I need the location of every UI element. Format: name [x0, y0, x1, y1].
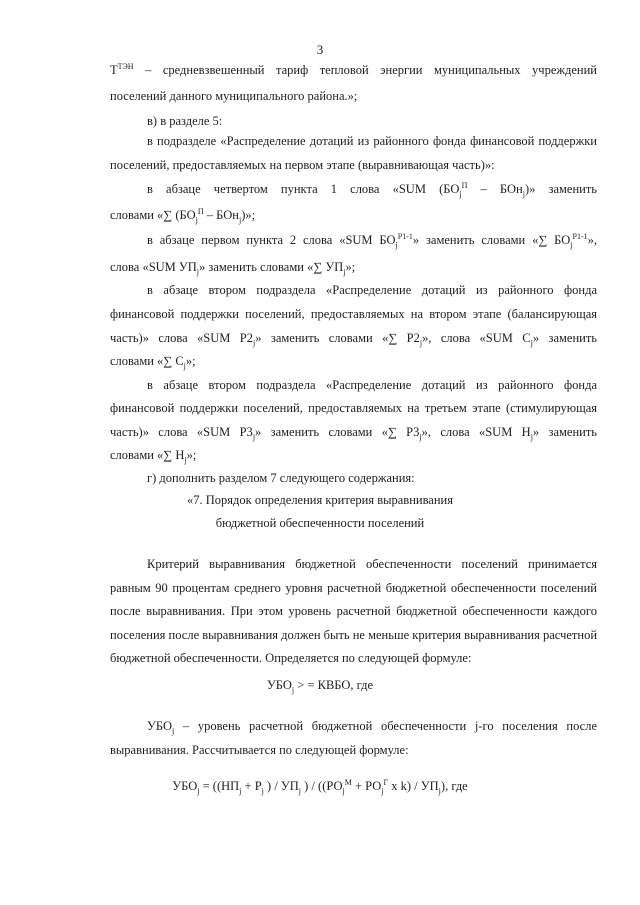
- text-line: $УБО_j = ((НП_j + Р_j$ ) / $УП_j$ ) / (($РО_j^М + РО_j^Г$ х $k) / УП_j$), где: [172, 777, 468, 796]
- text-line: словами «∑ $С_j$»;: [110, 354, 196, 371]
- text-line: поселений, предоставляемых на первом этапе (выравнивающая часть)»:: [110, 158, 495, 172]
- text-line: после выравнивания. При этом уровень расчетной бюджетной обеспеченности каждого: [110, 604, 597, 618]
- text-line: г) дополнить разделом 7 следующего содержания:: [147, 471, 415, 485]
- text-line: в абзаце четвертом пункта 1 слова «SUM $(БО_j^П - БОн_j)$» заменить: [147, 180, 598, 199]
- text-line: часть)» слова «SUM $Р2_j$» заменить словами «∑ $Р2_j$», слова «SUM $С_j$» заменить: [110, 331, 597, 348]
- text-line: словами «∑ $(БО_j^П - БОн_j)$»;: [110, 206, 256, 225]
- text-line: $УБО_j$ – уровень расчетной бюджетной обеспеченности j-го поселения после: [147, 719, 597, 736]
- text-line: $УБО_j$ > = КВБО, где: [266, 678, 374, 695]
- text-line: «7. Порядок определения критерия выравнивания: [187, 493, 453, 507]
- text-line: финансовой поддержки поселений, предоставляемых на втором этапе (балансирующая: [110, 307, 597, 321]
- text-line: часть)» слова «SUM $Р3_j$» заменить словами «∑ $Р3_j$», слова «SUM $Н_j$» заменить: [110, 425, 597, 442]
- text-line: Критерий выравнивания бюджетной обеспеченности поселений принимается: [147, 557, 597, 571]
- text-line: слова «SUM $УП_j$» заменить словами «∑ $УП_j$»;: [110, 260, 356, 277]
- page-number: 3: [316, 42, 324, 57]
- text-line: финансовой поддержки поселений, предоставляемых на третьем этапе (стимулирующая: [110, 401, 597, 415]
- text-line: в абзаце втором подраздела «Распределение дотаций из районного фонда: [147, 378, 597, 392]
- text-line: поселения после выравнивания должен быть не меньше критерия выравнивания расчетной: [110, 628, 598, 642]
- text-line: в абзаце первом пункта 2 слова «SUM $БО_j^{Р1-1}$» заменить словами «∑ $БО_j^{Р1-1}$»,: [147, 231, 597, 250]
- text-line: в) в разделе 5:: [147, 114, 223, 128]
- text-line: в абзаце втором подраздела «Распределение дотаций из районного фонда: [147, 283, 597, 297]
- text-line: выравнивания. Рассчитывается по следующей формуле:: [110, 743, 409, 757]
- text-line: бюджетной обеспеченности поселений: [215, 516, 425, 530]
- text-line: бюджетной обеспеченности. Определяется по следующей формуле:: [110, 651, 472, 665]
- text-line: поселений данного муниципального района.»;: [110, 89, 358, 103]
- text-line: $T^{ТЭН}$ – средневзвешенный тариф тепловой энергии муниципальных учреждений: [110, 61, 597, 77]
- text-line: в подразделе «Распределение дотаций из районного фонда финансовой поддержки: [147, 134, 597, 148]
- text-line: равным 90 процентам среднего уровня расчетной бюджетной обеспеченности поселений: [110, 581, 597, 595]
- text-line: словами «∑ $Н_j$»;: [110, 448, 197, 465]
